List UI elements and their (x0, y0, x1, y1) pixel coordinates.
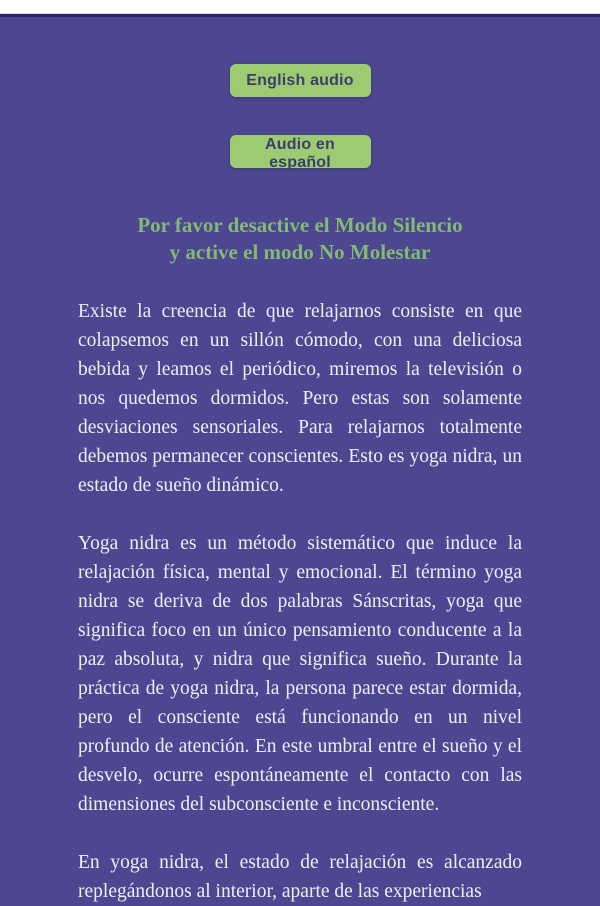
top-divider (0, 14, 600, 17)
paragraph-yoga-nidra-method: Yoga nidra es un método sistemático que induce la relajación física, mental y emocional. El término yoga nidra se deriva de dos palabras Sánscritas, yoga que significa foco en un único pensamiento conducente a la paz absoluta, y nidra que significa sueño. Durante la práctica de yoga nidra, la persona parece estar dormida, pero el consciente está funcionando en un nivel profundo de atención. En este umbral entre el sueño y el desvelo, ocurre espontáneamente el contacto con las dimensiones del subconsciente e inconsciente. (78, 533, 522, 815)
notice-line-1: Por favor desactive el Modo Silencio (137, 213, 463, 237)
silence-mode-notice (0, 212, 600, 266)
notice-line-2: y active el modo No Molestar (169, 240, 431, 264)
english-audio-button[interactable]: English audio (230, 64, 371, 97)
paragraph-relaxation-state: En yoga nidra, el estado de relajación es alcanzado replegándonos al interior, aparte de las experiencias (78, 852, 522, 902)
spanish-audio-button[interactable]: Audio en español (230, 135, 371, 168)
article-body (78, 297, 522, 906)
paragraph-relaxation-belief: Existe la creencia de que relajarnos consiste en que colapsemos en un sillón cómodo, con una deliciosa bebida y leamos el periódico, miremos la televisión o nos quedemos dormidos. Pero estas son solamente desviaciones sensoriales. Para relajarnos totalmente debemos permanecer conscientes. Esto es yoga nidra, un estado de sueño dinámico. (78, 301, 522, 496)
top-bar (0, 0, 600, 14)
